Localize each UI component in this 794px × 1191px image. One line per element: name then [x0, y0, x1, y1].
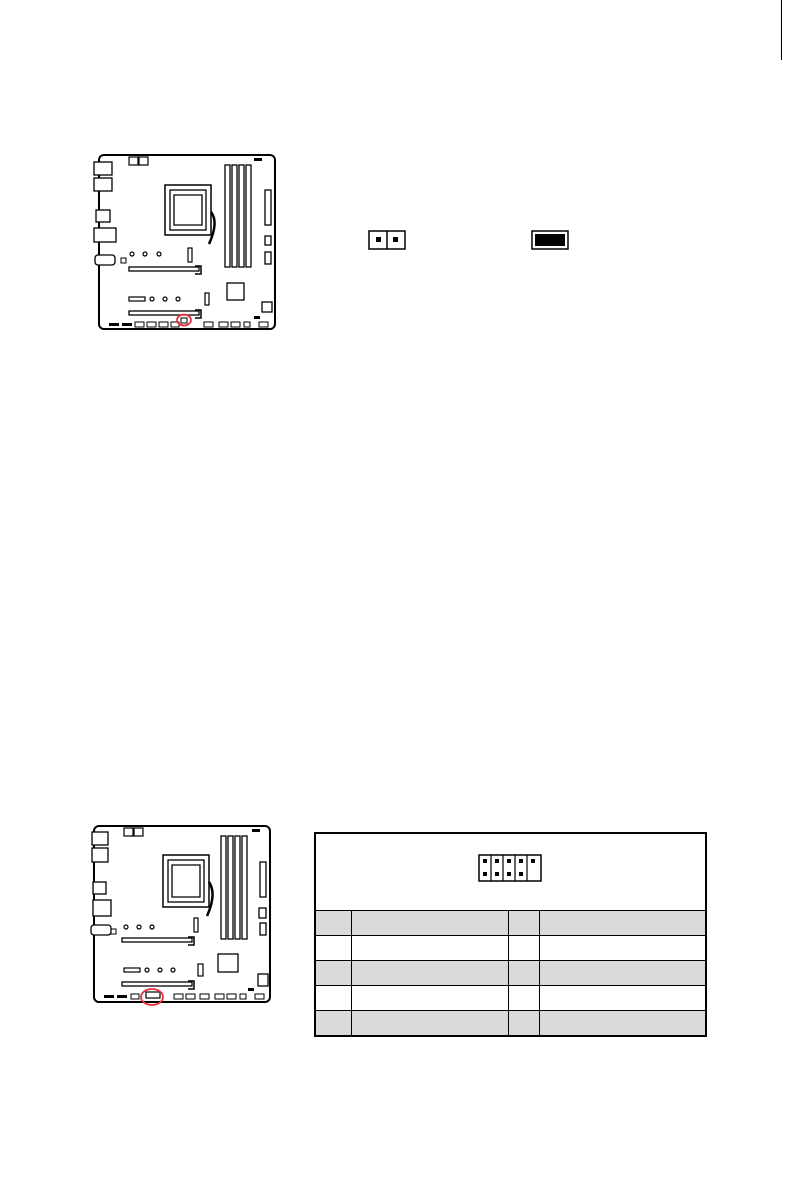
table-row — [316, 1011, 705, 1036]
signal-name-cell — [351, 961, 508, 986]
signal-name-cell — [539, 961, 705, 986]
motherboard-diagram-bottom — [88, 822, 278, 1010]
signal-name-cell — [539, 1011, 705, 1036]
pin-number-cell — [508, 986, 539, 1011]
motherboard-diagram-top — [92, 150, 282, 334]
signal-name-cell — [351, 986, 508, 1011]
pin-number-cell — [508, 961, 539, 986]
pin-number-cell — [316, 986, 351, 1011]
header-10-pin-icon — [478, 854, 542, 882]
signal-name-cell — [351, 936, 508, 961]
pin-definition-table — [314, 832, 707, 1037]
table-row — [316, 986, 705, 1011]
signal-name-cell — [539, 936, 705, 961]
pin-number-cell — [316, 911, 351, 936]
page-edge-line — [781, 0, 782, 60]
pin-number-cell — [508, 936, 539, 961]
pin-number-cell — [316, 1011, 351, 1036]
pin-number-cell — [508, 911, 539, 936]
table-row — [316, 936, 705, 961]
pin-number-cell — [508, 1011, 539, 1036]
pin-number-cell — [316, 936, 351, 961]
signal-name-cell — [539, 986, 705, 1011]
signal-name-cell — [351, 1011, 508, 1036]
signal-name-cell — [351, 911, 508, 936]
table-row — [316, 961, 705, 986]
jumper-closed-icon — [531, 230, 569, 250]
pin-number-cell — [316, 961, 351, 986]
signal-name-cell — [539, 911, 705, 936]
jumper-open-icon — [368, 230, 406, 250]
table-row — [316, 911, 705, 936]
